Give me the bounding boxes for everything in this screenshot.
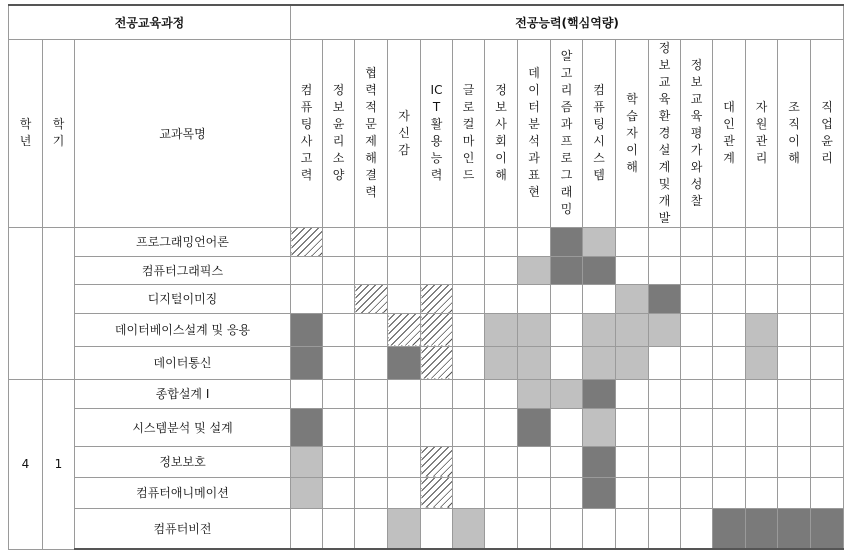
competency-cell-empty [518, 508, 551, 549]
competency-header: 자원관리 [746, 39, 778, 227]
competency-cell-empty [388, 379, 421, 408]
competency-cell-hatched [421, 313, 453, 346]
course-name-header: 교과목명 [75, 39, 291, 227]
course-name-cell: 컴퓨터애니메이션 [75, 477, 291, 508]
competency-header: ICT활용능력 [421, 39, 453, 227]
competency-header: 컴퓨팅시스템 [583, 39, 616, 227]
competency-cell-medium [453, 508, 485, 549]
competency-cell-empty [551, 446, 583, 477]
competency-header: 정보윤리소양 [323, 39, 355, 227]
competency-cell-empty [681, 256, 713, 284]
competency-cell-strong [746, 508, 778, 549]
competency-cell-medium [616, 284, 649, 313]
competency-cell-empty [746, 408, 778, 446]
competency-cell-strong [388, 346, 421, 379]
competency-cell-empty [388, 256, 421, 284]
table-row [9, 379, 844, 408]
competency-cell-empty [388, 408, 421, 446]
competency-cell-empty [421, 508, 453, 549]
competency-cell-medium [485, 346, 518, 379]
competency-header: 대인관계 [713, 39, 746, 227]
competency-cell-empty [551, 284, 583, 313]
competency-cell-empty [421, 256, 453, 284]
competency-cell-empty [713, 227, 746, 256]
competency-cell-hatched [355, 284, 388, 313]
competency-cell-empty [453, 256, 485, 284]
competency-cell-empty [583, 284, 616, 313]
course-name-cell: 프로그래밍언어론 [75, 227, 291, 256]
competency-cell-hatched [421, 446, 453, 477]
competency-cell-empty [323, 408, 355, 446]
competency-cell-empty [453, 284, 485, 313]
competency-cell-empty [355, 446, 388, 477]
competency-cell-empty [681, 508, 713, 549]
competency-cell-empty [485, 256, 518, 284]
competency-cell-empty [323, 313, 355, 346]
competency-cell-empty [649, 346, 681, 379]
table-row [9, 508, 844, 549]
competency-cell-empty [551, 313, 583, 346]
competency-header: 조직이해 [778, 39, 811, 227]
competency-header: 데이터분석과표현 [518, 39, 551, 227]
course-name-cell: 데이터통신 [75, 346, 291, 379]
table-row [9, 284, 844, 313]
competency-cell-empty [518, 227, 551, 256]
competency-cell-empty [778, 446, 811, 477]
competency-cell-medium [583, 313, 616, 346]
competency-header: 학습자이해 [616, 39, 649, 227]
competency-cell-medium [583, 227, 616, 256]
competency-cell-empty [811, 227, 844, 256]
competency-cell-empty [681, 408, 713, 446]
competency-cell-empty [485, 446, 518, 477]
competency-cell-empty [681, 379, 713, 408]
competency-cell-empty [355, 256, 388, 284]
competency-cell-empty [681, 313, 713, 346]
course-name-cell: 시스템분석 및 설계 [75, 408, 291, 446]
competency-cell-empty [355, 313, 388, 346]
competency-cell-empty [649, 477, 681, 508]
competency-cell-empty [551, 508, 583, 549]
competency-cell-hatched [421, 477, 453, 508]
curriculum-competency-table [8, 4, 844, 550]
competency-cell-empty [681, 346, 713, 379]
competency-cell-empty [453, 446, 485, 477]
competency-cell-empty [323, 477, 355, 508]
competency-cell-empty [713, 446, 746, 477]
table-row [9, 408, 844, 446]
competency-cell-empty [746, 256, 778, 284]
year-header: 학년 [9, 39, 43, 227]
competency-header: 정보교육환경설계및개발 [649, 39, 681, 227]
competency-cell-empty [323, 446, 355, 477]
competency-header: 직업윤리 [811, 39, 844, 227]
competency-cell-empty [323, 346, 355, 379]
competency-cell-medium [616, 313, 649, 346]
competency-cell-strong [551, 227, 583, 256]
competency-cell-empty [616, 379, 649, 408]
competency-cell-strong [811, 508, 844, 549]
competency-cell-empty [713, 256, 746, 284]
course-name-cell: 디지털이미징 [75, 284, 291, 313]
competency-cell-empty [323, 379, 355, 408]
year-cell: 4 [9, 379, 43, 549]
competency-cell-empty [485, 477, 518, 508]
competency-cell-empty [616, 227, 649, 256]
competency-cell-empty [681, 477, 713, 508]
competency-cell-hatched [388, 313, 421, 346]
competency-cell-medium [485, 313, 518, 346]
competency-cell-empty [713, 284, 746, 313]
competency-cell-hatched [421, 284, 453, 313]
competency-cell-empty [811, 284, 844, 313]
year-cell [9, 227, 43, 379]
competency-cell-empty [649, 446, 681, 477]
competency-cell-empty [778, 256, 811, 284]
competency-cell-medium [518, 313, 551, 346]
competency-cell-empty [778, 284, 811, 313]
competency-cell-empty [746, 227, 778, 256]
competency-cell-medium [746, 313, 778, 346]
competency-cell-empty [616, 446, 649, 477]
semester-cell: 1 [43, 379, 75, 549]
competency-cell-medium [616, 346, 649, 379]
competency-cell-strong [649, 284, 681, 313]
competency-cell-medium [583, 408, 616, 446]
competency-cell-empty [355, 346, 388, 379]
group-header-competency: 전공능력(핵심역량) [291, 5, 844, 39]
competency-cell-empty [453, 408, 485, 446]
competency-cell-medium [518, 379, 551, 408]
competency-cell-empty [388, 477, 421, 508]
table-row [9, 346, 844, 379]
competency-cell-empty [388, 227, 421, 256]
competency-cell-medium [518, 346, 551, 379]
competency-cell-empty [323, 508, 355, 549]
competency-cell-empty [421, 408, 453, 446]
competency-cell-empty [583, 508, 616, 549]
competency-cell-medium [746, 346, 778, 379]
competency-cell-empty [778, 227, 811, 256]
competency-header: 알고리즘과프로그래밍 [551, 39, 583, 227]
competency-cell-empty [778, 477, 811, 508]
course-name-cell: 데이터베이스설계 및 응용 [75, 313, 291, 346]
competency-cell-empty [421, 379, 453, 408]
competency-cell-empty [681, 284, 713, 313]
competency-cell-empty [388, 446, 421, 477]
competency-cell-empty [811, 446, 844, 477]
competency-cell-empty [713, 313, 746, 346]
competency-cell-empty [681, 227, 713, 256]
competency-cell-medium [583, 346, 616, 379]
competency-header: 정보사회이해 [485, 39, 518, 227]
competency-cell-empty [616, 408, 649, 446]
competency-cell-strong [583, 379, 616, 408]
table-row [9, 477, 844, 508]
competency-cell-hatched [421, 346, 453, 379]
competency-cell-empty [355, 408, 388, 446]
semester-cell [43, 227, 75, 379]
competency-cell-empty [746, 284, 778, 313]
competency-cell-empty [811, 477, 844, 508]
competency-cell-empty [649, 227, 681, 256]
competency-cell-empty [421, 227, 453, 256]
table-row [9, 256, 844, 284]
group-header-curriculum: 전공교육과정 [9, 5, 291, 39]
competency-cell-hatched [291, 227, 323, 256]
competency-cell-empty [616, 477, 649, 508]
course-name-cell: 컴퓨터비전 [75, 508, 291, 549]
competency-cell-empty [746, 446, 778, 477]
competency-cell-strong [551, 256, 583, 284]
competency-cell-medium [291, 446, 323, 477]
table-row [9, 313, 844, 346]
competency-cell-strong [291, 313, 323, 346]
competency-cell-empty [485, 508, 518, 549]
competency-cell-strong [291, 346, 323, 379]
competency-cell-empty [453, 346, 485, 379]
competency-cell-empty [323, 284, 355, 313]
competency-header: 컴퓨팅사고력 [291, 39, 323, 227]
competency-cell-empty [485, 379, 518, 408]
competency-cell-medium [388, 508, 421, 549]
competency-cell-strong [713, 508, 746, 549]
competency-header: 협력적문제해결력 [355, 39, 388, 227]
competency-cell-empty [616, 508, 649, 549]
competency-cell-medium [551, 379, 583, 408]
semester-header: 학기 [43, 39, 75, 227]
table-row [9, 446, 844, 477]
competency-cell-empty [453, 313, 485, 346]
competency-cell-empty [778, 346, 811, 379]
course-name-cell: 컴퓨터그래픽스 [75, 256, 291, 284]
course-name-cell: 정보보호 [75, 446, 291, 477]
competency-cell-empty [291, 508, 323, 549]
competency-cell-strong [518, 408, 551, 446]
competency-cell-empty [453, 227, 485, 256]
competency-cell-empty [518, 477, 551, 508]
competency-cell-empty [485, 227, 518, 256]
competency-cell-empty [485, 408, 518, 446]
competency-header: 정보교육평가와성찰 [681, 39, 713, 227]
competency-cell-empty [811, 313, 844, 346]
competency-cell-empty [681, 446, 713, 477]
competency-cell-empty [323, 227, 355, 256]
competency-cell-empty [811, 408, 844, 446]
competency-cell-empty [713, 379, 746, 408]
competency-cell-strong [291, 408, 323, 446]
competency-cell-medium [518, 256, 551, 284]
competency-cell-strong [583, 477, 616, 508]
competency-cell-empty [649, 379, 681, 408]
course-name-cell: 종합설계 Ⅰ [75, 379, 291, 408]
competency-cell-empty [811, 379, 844, 408]
competency-cell-empty [518, 284, 551, 313]
competency-cell-strong [583, 256, 616, 284]
competency-cell-empty [778, 408, 811, 446]
competency-cell-empty [811, 346, 844, 379]
competency-cell-empty [291, 379, 323, 408]
competency-cell-empty [778, 379, 811, 408]
competency-cell-empty [713, 477, 746, 508]
competency-cell-empty [713, 346, 746, 379]
competency-cell-empty [649, 256, 681, 284]
competency-cell-medium [291, 477, 323, 508]
competency-cell-empty [746, 379, 778, 408]
competency-cell-empty [778, 313, 811, 346]
competency-cell-empty [551, 346, 583, 379]
competency-cell-empty [453, 477, 485, 508]
competency-cell-empty [649, 408, 681, 446]
competency-cell-empty [485, 284, 518, 313]
competency-cell-strong [778, 508, 811, 549]
competency-header: 글로컬마인드 [453, 39, 485, 227]
competency-cell-strong [583, 446, 616, 477]
competency-cell-empty [713, 408, 746, 446]
competency-cell-empty [355, 508, 388, 549]
competency-cell-empty [811, 256, 844, 284]
competency-cell-empty [551, 408, 583, 446]
competency-cell-empty [746, 477, 778, 508]
competency-cell-empty [616, 256, 649, 284]
table-row [9, 227, 844, 256]
competency-cell-empty [453, 379, 485, 408]
competency-cell-empty [355, 477, 388, 508]
competency-cell-empty [323, 256, 355, 284]
competency-cell-empty [355, 379, 388, 408]
competency-cell-empty [355, 227, 388, 256]
competency-header: 자신감 [388, 39, 421, 227]
competency-cell-empty [291, 256, 323, 284]
competency-cell-medium [649, 313, 681, 346]
competency-cell-empty [291, 284, 323, 313]
competency-cell-empty [518, 446, 551, 477]
competency-cell-empty [649, 508, 681, 549]
competency-cell-empty [551, 477, 583, 508]
competency-cell-empty [388, 284, 421, 313]
